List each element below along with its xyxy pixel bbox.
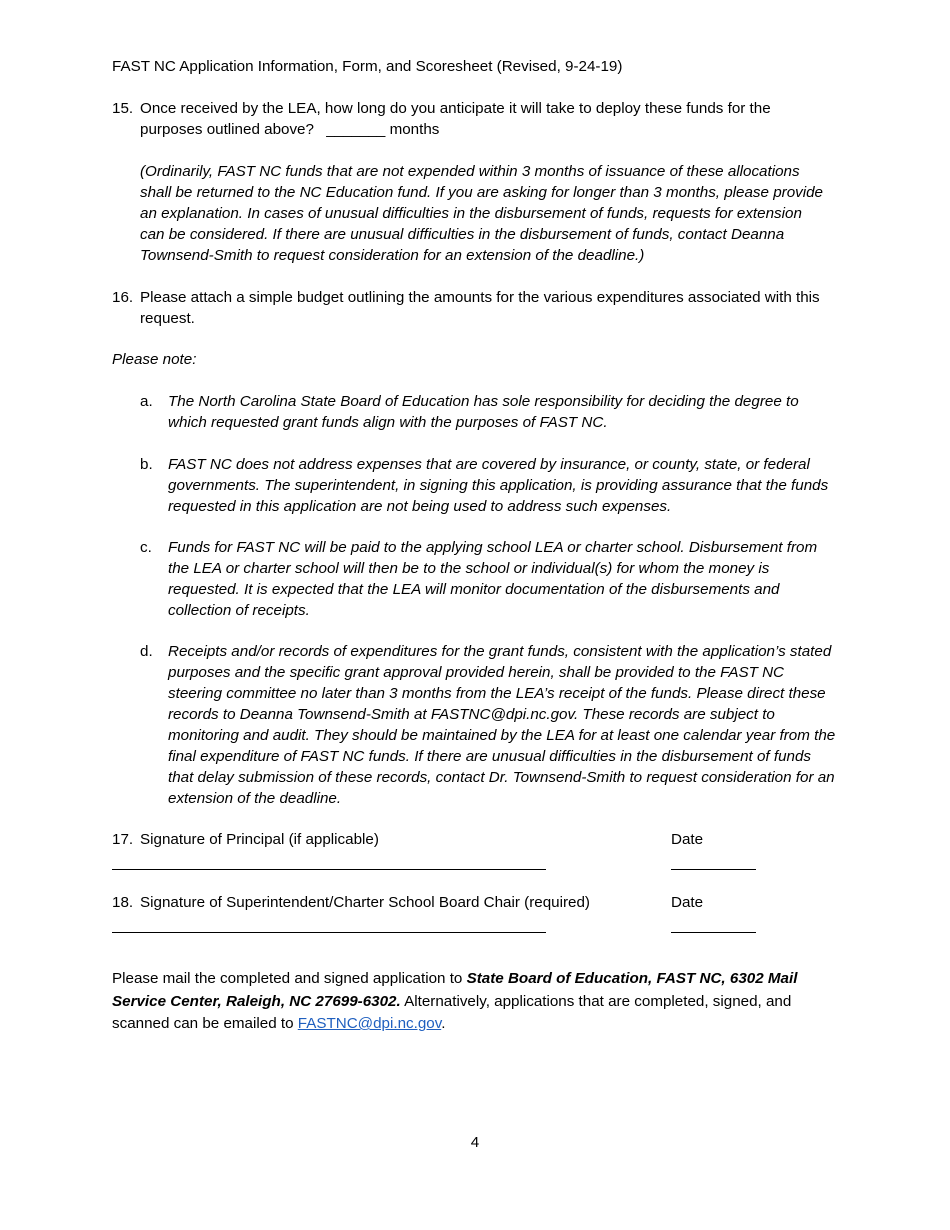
note-a-letter: a.	[140, 393, 153, 410]
q15-months-blank: _______	[326, 121, 386, 138]
q15-number: 15.	[112, 100, 134, 117]
page-header: FAST NC Application Information, Form, and Scoresheet (Revised, 9-24-19)	[112, 58, 623, 75]
q18-date-line[interactable]	[671, 932, 756, 933]
q18-date-label: Date	[671, 894, 704, 911]
q18-signature-line[interactable]	[112, 932, 546, 933]
mail-prefix: Please mail the completed and signed application to	[112, 970, 467, 987]
q16-text: Please attach a simple budget outlining the amounts for the various expenditures associated with this request.	[140, 289, 820, 327]
note-c-letter: c.	[140, 539, 152, 556]
mail-middle: Alternatively, applications that are completed, signed, and scanned can be emailed to	[112, 992, 792, 1032]
email-link[interactable]: FASTNC@dpi.nc.gov	[297, 1015, 442, 1032]
note-d-text: Receipts and/or records of expenditures for the grant funds, consistent with the application’s stated purposes and the specific grant approval provided herein, shall be provided to the FAST NC steering committee no later than 3 months from the LEA’s receipt of the funds. Please direct these records to Deanna Townsend-Smith at FASTNC@dpi.nc.gov. These records are subject to monitoring and audit. They should be maintained by the LEA for at least one calendar year from the final expenditure of FAST NC funds. If there are unusual difficulties in the disbursement of funds that delay submission of these records, contact Dr. Townsend-Smith to request consideration for an extension of the deadline.	[168, 643, 836, 807]
q17-date-label: Date	[671, 831, 704, 848]
q17-number: 17.	[112, 831, 134, 848]
q15-line1: Once received by the LEA, how long do you anticipate it will take to deploy these funds for the	[140, 100, 771, 117]
q17-date-line[interactable]	[671, 869, 756, 870]
note-b-text: FAST NC does not address expenses that are covered by insurance, or county, state, or federal governments. The superintendent, in signing this application, is providing assurance that the funds requested in this application are not being used to address such expenses.	[168, 456, 829, 515]
mail-suffix: .	[441, 1015, 446, 1032]
q18-label: Signature of Superintendent/Charter School Board Chair (required)	[140, 894, 590, 911]
mail-address: State Board of Education, FAST NC, 6302 Mail Service Center, Raleigh, NC 27699-6302.	[112, 970, 798, 1010]
q16-number: 16.	[112, 289, 134, 306]
q15-unit: months	[389, 121, 440, 138]
q15-line2-prefix: purposes outlined above?	[140, 121, 314, 138]
q15-line2	[140, 119, 840, 140]
note-d-letter: d.	[140, 643, 153, 660]
please-note-heading: Please note:	[112, 351, 197, 368]
note-c-text: Funds for FAST NC will be paid to the applying school LEA or charter school. Disbursement from the LEA or charter school will then be to the school or individual(s) for whom the money is requested. It is expected that the LEA will monitor documentation of the disbursements and collection of receipts.	[168, 539, 818, 619]
q17-label: Signature of Principal (if applicable)	[140, 831, 379, 848]
q15-question	[140, 98, 840, 140]
mail-instructions	[112, 968, 832, 1036]
note-a-text: The North Carolina State Board of Education has sole responsibility for deciding the degree to which requested grant funds align with the purposes of FAST NC.	[168, 393, 799, 431]
note-b-letter: b.	[140, 456, 153, 473]
q17-signature-line[interactable]	[112, 869, 546, 870]
q15-note: (Ordinarily, FAST NC funds that are not expended within 3 months of issuance of these allocations shall be returned to the NC Education fund. If you are asking for longer than 3 months, please provide an explanation. In cases of unusual difficulties in the disbursement of funds, requests for extension can be considered. If there are unusual difficulties in the disbursement of funds, contact Deanna Townsend-Smith to request consideration for an extension of the deadline.)	[140, 163, 824, 264]
page-number: 4	[470, 1134, 480, 1151]
q18-number: 18.	[112, 894, 134, 911]
